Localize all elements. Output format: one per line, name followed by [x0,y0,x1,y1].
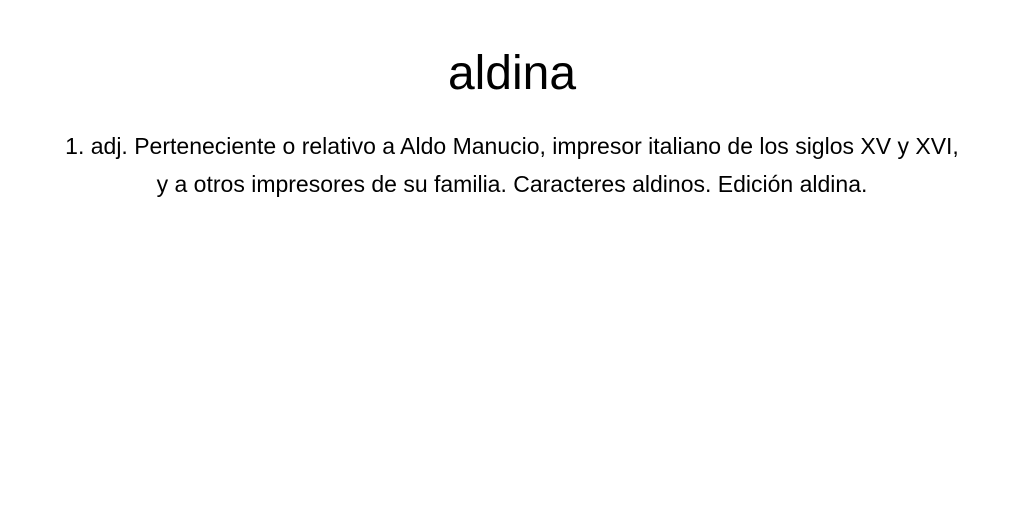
entry-term: aldina [447,47,577,100]
entry-definition: 1. adj. Perteneciente o relativo a Aldo Manucio, impresor italiano de los siglos XV y XVI, y a otros impresores de su familia. Caracteres aldinos. Edición aldina. [65,133,959,197]
